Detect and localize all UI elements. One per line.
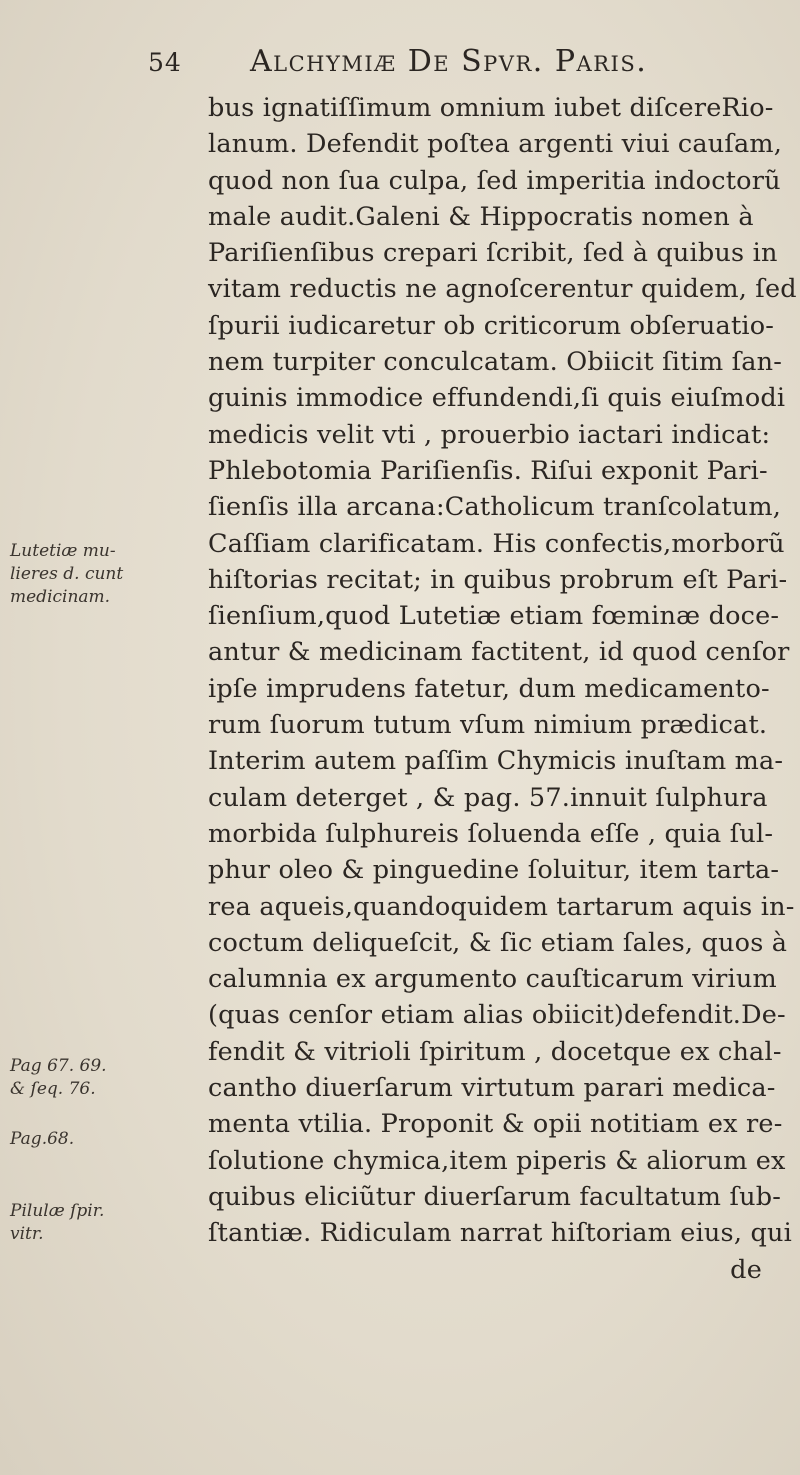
text-line: rea aqueis,quandoquidem tartarum aquis in- bbox=[208, 891, 795, 922]
text-line: ipſe imprudens fatetur, dum medicamento- bbox=[208, 673, 770, 704]
text-line: antur & medicinam factitent, id quod cenſor bbox=[208, 637, 790, 668]
margin-note-lutetia bbox=[10, 540, 200, 609]
margin-note-line: Pilulæ ſpir. bbox=[10, 1201, 105, 1221]
text-line: quod non ſua culpa, ſed imperitia indoctorũ bbox=[208, 165, 781, 196]
text-line: nem turpiter conculcatam. Obiicit ſitim ſan- bbox=[208, 347, 783, 378]
text-line: ſpurii iudicaretur ob criticorum obſeruatio- bbox=[208, 310, 775, 341]
text-line: Interim autem paſſim Chymicis inuſtam ma- bbox=[208, 746, 784, 777]
text-line: Phlebotomia Pariſienſis. Riſui exponit Pari- bbox=[208, 455, 768, 486]
margin-note-line: vitr. bbox=[10, 1224, 44, 1244]
margin-note-line: Lutetiæ mu- bbox=[10, 541, 116, 561]
text-line: de bbox=[730, 1254, 762, 1285]
text-line: rum ſuorum tutum vſum nimium prædicat. bbox=[208, 710, 768, 741]
text-line: fendit & vitrioli ſpiritum , docetque ex chal- bbox=[208, 1036, 782, 1067]
text-line: Pariſienſibus crepari ſcribit, ſed à quibus in bbox=[208, 238, 778, 269]
text-line: ſtantiæ. Ridiculam narrat hiſtoriam eius, qui bbox=[208, 1218, 792, 1249]
text-line: medicis velit vti , prouerbio iactari indicat: bbox=[208, 419, 771, 450]
text-line: guinis immodice effundendi,ſi quis eiuſmodi bbox=[208, 383, 786, 414]
text-line: Caſſiam clarificatam. His confectis,morborũ bbox=[208, 528, 785, 559]
page-header bbox=[148, 40, 768, 90]
text-line: ſienſium,quod Lutetiæ etiam fœminæ doce- bbox=[208, 601, 780, 632]
text-line: calumnia ex argumento cauſticarum virium bbox=[208, 964, 777, 995]
margin-note-line: & ſeq. 76. bbox=[10, 1079, 96, 1099]
margin-note-page-68 bbox=[10, 1128, 200, 1151]
text-line: (quas cenſor etiam alias obiicit)defendit.De- bbox=[208, 1000, 786, 1031]
margin-note-line: Pag 67. 69. bbox=[10, 1056, 107, 1076]
running-title: Alchymiæ De Spvr. Paris. bbox=[250, 44, 648, 79]
main-text-block bbox=[208, 90, 797, 1288]
text-line: bus ignatiſſimum omnium iubet diſcereRio- bbox=[208, 93, 774, 123]
text-line: phur oleo & pinguedine ſoluitur, item tarta- bbox=[208, 855, 780, 886]
text-line: ſolutione chymica,item piperis & aliorum ex bbox=[208, 1145, 786, 1176]
margin-note-line: lieres d. cunt bbox=[10, 564, 124, 584]
text-line: hiſtorias recitat; in quibus probrum eſt Pari- bbox=[208, 564, 788, 595]
text-line: ſienſis illa arcana:Catholicum tranſcolatum, bbox=[208, 492, 782, 523]
margin-note-line: Pag.68. bbox=[10, 1129, 75, 1149]
margin-note-pilulae bbox=[10, 1200, 200, 1246]
text-line: cantho diuerſarum virtutum parari medica- bbox=[208, 1073, 776, 1104]
margin-note-line: medicinam. bbox=[10, 587, 111, 607]
text-line: culam deterget , & pag. 57.innuit ſulphura bbox=[208, 782, 768, 813]
text-line: quibus eliciũtur diuerſarum facultatum ſub- bbox=[208, 1181, 782, 1212]
text-line: menta vtilia. Proponit & opii notitiam ex re- bbox=[208, 1109, 783, 1140]
text-line: morbida ſulphureis ſoluenda eſſe , quia ſul- bbox=[208, 818, 774, 849]
text-line: vitam reductis ne agnoſcerentur quidem, ſed bbox=[208, 274, 797, 305]
text-line: lanum. Defendit poſtea argenti viui cauſam, bbox=[208, 129, 783, 160]
margin-note-page-ref bbox=[10, 1055, 200, 1101]
text-line: coctum deliqueſcit, & ſic etiam ſales, quos à bbox=[208, 927, 788, 958]
page-number: 54 bbox=[148, 48, 182, 77]
text-line: male audit.Galeni & Hippocratis nomen à bbox=[208, 201, 754, 232]
